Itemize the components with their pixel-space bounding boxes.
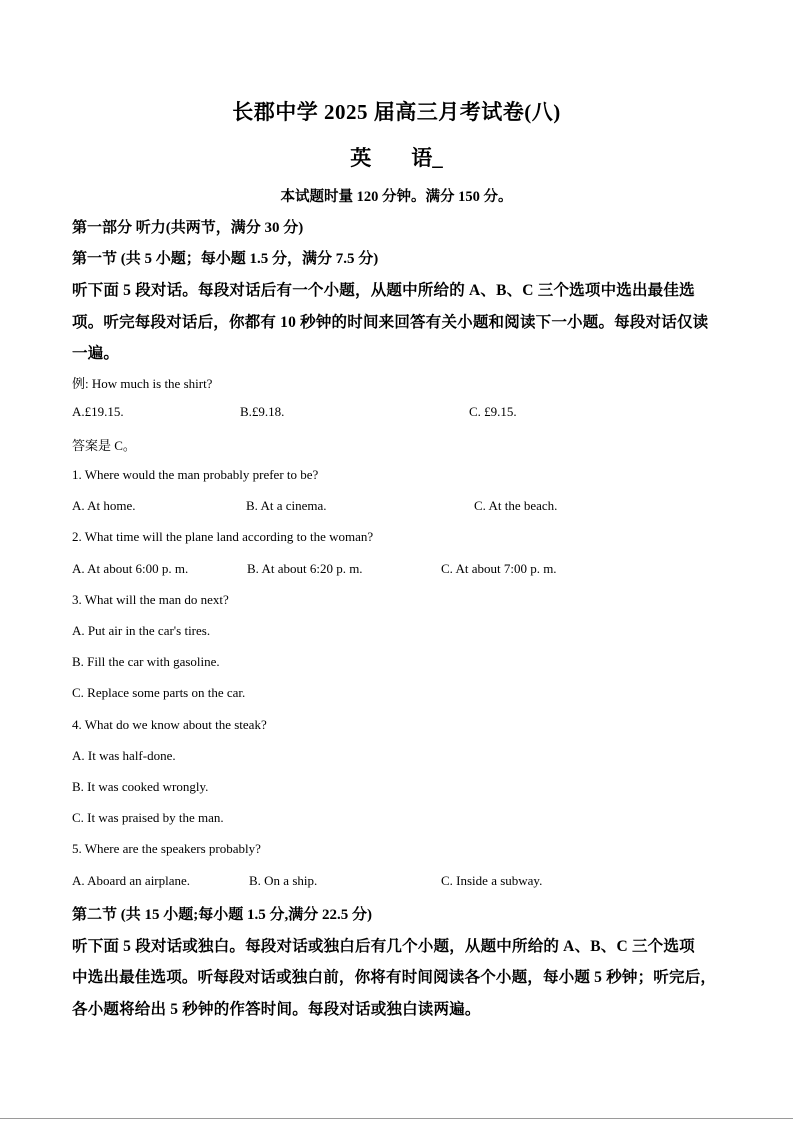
q3-option-c: C. Replace some parts on the car. xyxy=(72,685,246,700)
example-answer: 答案是 C。 xyxy=(72,438,136,453)
q2-option-b: B. At about 6:20 p. m. xyxy=(247,561,363,576)
section1-instruction-line: 听下面 5 段对话。每段对话后有一个小题，从题中所给的 A、B、C 三个选项中选出最佳选 xyxy=(72,282,695,299)
part1-heading: 第一部分 听力(共两节，满分 30 分) xyxy=(72,220,304,236)
question-3: 3. What will the man do next? xyxy=(72,592,229,607)
q5-option-a: A. Aboard an airplane. xyxy=(72,873,191,888)
q5-option-b: B. On a ship. xyxy=(249,873,318,888)
q2-option-c: C. At about 7:00 p. m. xyxy=(441,561,557,576)
example-question: 例: How much is the shirt? xyxy=(72,376,213,391)
example-option-c: C. £9.15. xyxy=(469,404,517,419)
section1-instruction-line: 一遍。 xyxy=(72,345,120,362)
subject-char-1: 英 xyxy=(350,146,372,170)
q1-option-b: B. At a cinema. xyxy=(246,498,327,513)
section2-heading: 第二节 (共 15 小题;每小题 1.5 分,满分 22.5 分) xyxy=(72,907,372,923)
q3-option-a: A. Put air in the car's tires. xyxy=(72,623,211,638)
section1-instruction-line: 项。听完每段对话后，你都有 10 秒钟的时间来回答有关小题和阅读下一小题。每段对话仅读 xyxy=(72,314,709,331)
example-option-a: A.£19.15. xyxy=(72,404,124,419)
q4-option-b: B. It was cooked wrongly. xyxy=(72,779,209,794)
section1-heading: 第一节 (共 5 小题；每小题 1.5 分，满分 7.5 分) xyxy=(72,251,379,267)
subject-char-2: 语_ xyxy=(411,146,443,170)
q1-option-c: C. At the beach. xyxy=(474,498,558,513)
q1-option-a: A. At home. xyxy=(72,498,136,513)
question-5: 5. Where are the speakers probably? xyxy=(72,841,261,856)
q5-option-c: C. Inside a subway. xyxy=(441,873,543,888)
example-option-b: B.£9.18. xyxy=(240,404,285,419)
subject-title xyxy=(0,142,793,172)
section2-instruction-line: 中选出最佳选项。听每段对话或独白前，你将有时间阅读各个小题，每小题 5 秒钟；听完后， xyxy=(72,969,717,986)
q2-option-a: A. At about 6:00 p. m. xyxy=(72,561,189,576)
exam-info: 本试题时量 120 分钟。满分 150 分。 xyxy=(280,189,513,205)
question-1: 1. Where would the man probably prefer to be? xyxy=(72,467,319,482)
question-4: 4. What do we know about the steak? xyxy=(72,717,267,732)
question-2: 2. What time will the plane land according to the woman? xyxy=(72,529,374,544)
section2-instruction-line: 听下面 5 段对话或独白。每段对话或独白后有几个小题，从题中所给的 A、B、C 三个选项 xyxy=(72,938,695,955)
section2-instruction-line: 各小题将给出 5 秒钟的作答时间。每段对话或独白读两遍。 xyxy=(72,1001,481,1018)
q4-option-c: C. It was praised by the man. xyxy=(72,810,224,825)
page-bottom-rule xyxy=(0,1118,793,1119)
q3-option-b: B. Fill the car with gasoline. xyxy=(72,654,220,669)
exam-title: 长郡中学 2025 届高三月考试卷(八) xyxy=(232,100,561,124)
q4-option-a: A. It was half-done. xyxy=(72,748,176,763)
